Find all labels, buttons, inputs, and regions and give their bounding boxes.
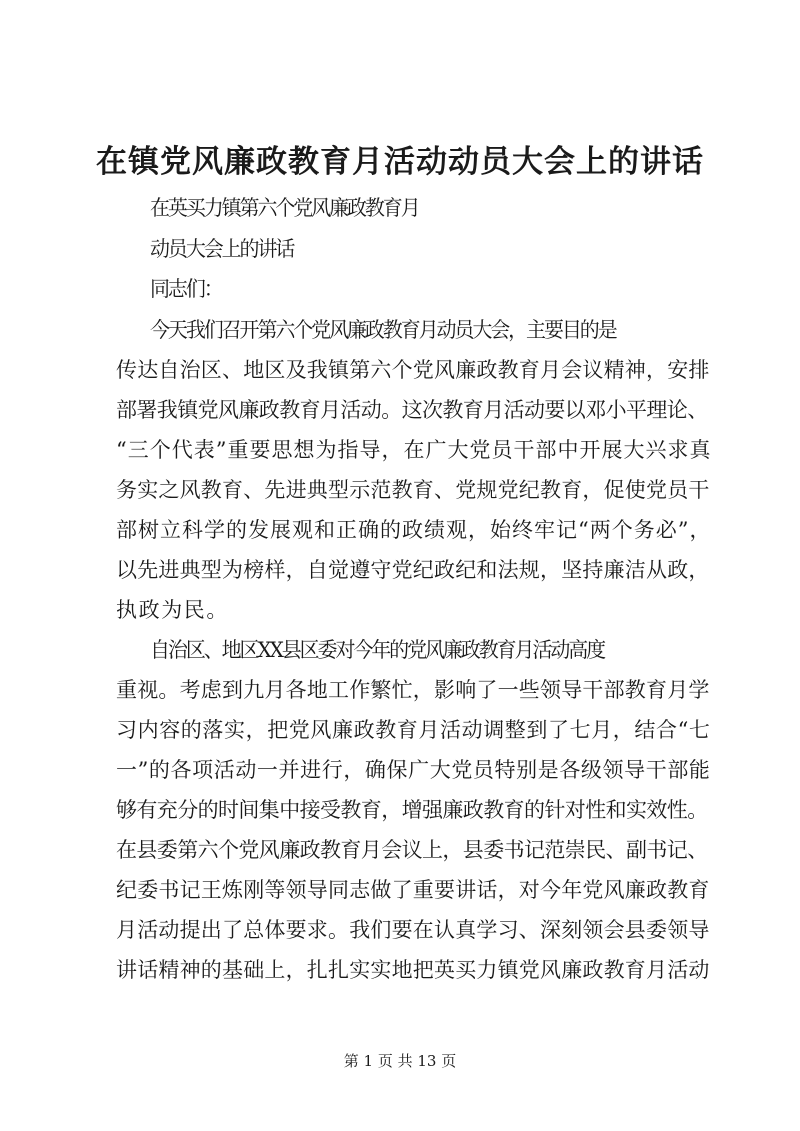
subtitle-line-1: 在英买力镇第六个党风廉政教育月 <box>150 196 419 220</box>
paragraph-2-line-3: 习内容的落实，把党风廉政教育月活动调整到了七月，结合“七 <box>116 718 711 742</box>
paragraph-2-line-7: 纪委书记王炼刚等领导同志做了重要讲话，对今年党风廉政教育 <box>116 878 710 902</box>
paragraph-2-line-2: 重视。考虑到九月各地工作繁忙，影响了一些领导干部教育月学 <box>116 678 710 702</box>
subtitle-line-2: 动员大会上的讲话 <box>150 237 294 261</box>
paragraph-1-line-1: 今天我们召开第六个党风廉政教育月动员大会，主要目的是 <box>150 318 616 342</box>
paragraph-2-line-4: 一”的各项活动一并进行，确保广大党员特别是各级领导干部能 <box>116 758 711 782</box>
page-footer: 第 1 页 共 13 页 <box>343 1052 457 1070</box>
paragraph-2-line-9: 讲话精神的基础上，扎扎实实地把英买力镇党风廉政教育月活动 <box>116 958 710 982</box>
paragraph-1-line-8: 执政为民。 <box>116 598 229 622</box>
paragraph-2-line-8: 月活动提出了总体要求。我们要在认真学习、深刻领会县委领导 <box>116 918 710 942</box>
paragraph-1-line-7: 以先进典型为榜样，自觉遵守党纪政纪和法规，坚持廉洁从政， <box>116 558 710 582</box>
paragraph-1-line-6: 部树立科学的发展观和正确的政绩观，始终牢记“两个务必”， <box>116 518 712 542</box>
paragraph-1-line-2: 传达自治区、地区及我镇第六个党风廉政教育月会议精神，安排 <box>116 358 710 382</box>
paragraph-1-line-5: 务实之风教育、先进典型示范教育、党规党纪教育，促使党员干 <box>116 478 710 502</box>
paragraph-2-line-5: 够有充分的时间集中接受教育，增强廉政教育的针对性和实效性。 <box>116 798 708 822</box>
paragraph-2-line-1: 自治区、地区XX县区委对今年的党风廉政教育月活动高度 <box>150 638 605 662</box>
paragraph-2-line-6: 在县委第六个党风廉政教育月会议上，县委书记范崇民、副书记、 <box>116 838 708 862</box>
paragraph-1-line-4: “三个代表”重要思想为指导，在广大党员干部中开展大兴求真 <box>116 438 712 462</box>
paragraph-1-line-3: 部署我镇党风廉政教育月活动。这次教育月活动要以邓小平理论、 <box>116 398 708 422</box>
salutation: 同志们： <box>150 277 222 301</box>
document-title: 在镇党风廉政教育月活动动员大会上的讲话 <box>96 144 704 180</box>
